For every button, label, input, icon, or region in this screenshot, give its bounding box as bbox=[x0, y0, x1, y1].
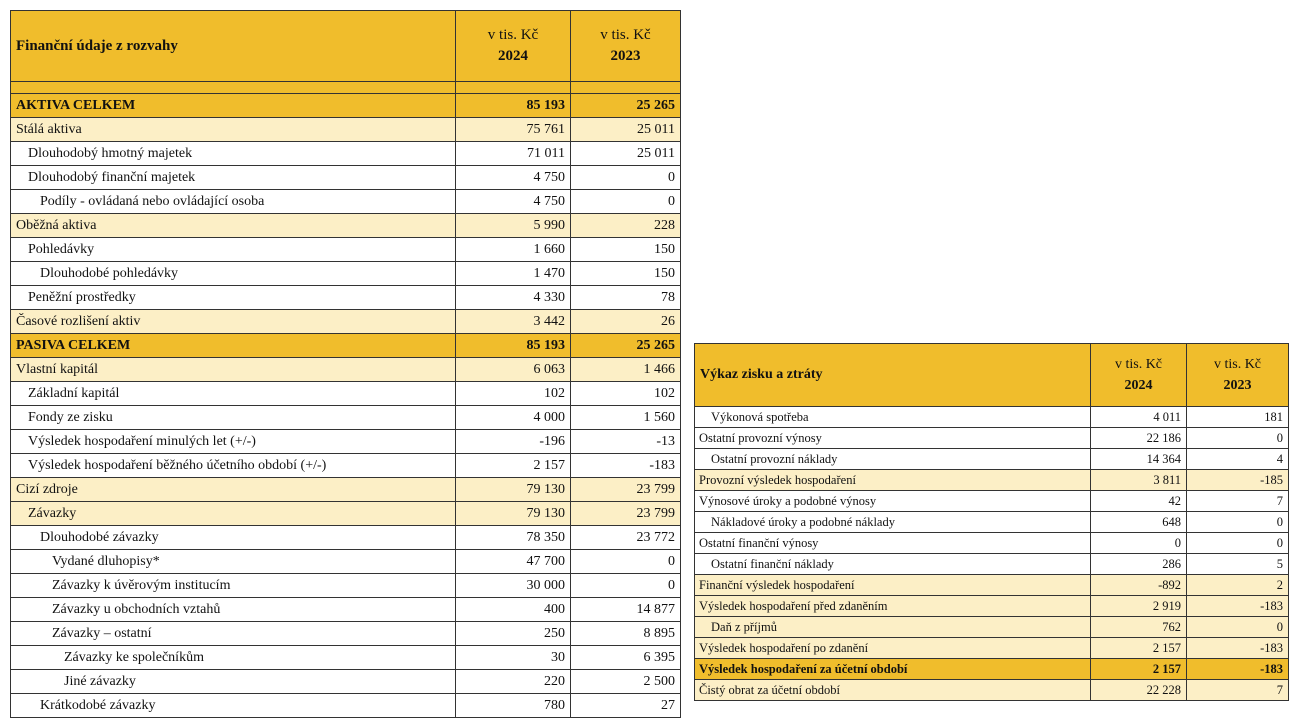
pl-unit-2023: v tis. Kč bbox=[1213, 357, 1262, 372]
pl-row bbox=[695, 680, 1289, 701]
pl-label: Výsledek hospodaření po zdanění bbox=[695, 638, 1091, 659]
pl-value-2023: 0 bbox=[1187, 512, 1289, 533]
pl-label: Výkonová spotřeba bbox=[695, 407, 1091, 428]
pl-year-2023: 2023 bbox=[1223, 378, 1252, 393]
balance-value-2024: 4 330 bbox=[456, 286, 571, 310]
balance-label: Závazky bbox=[11, 502, 456, 526]
balance-label: Závazky k úvěrovým institucím bbox=[11, 574, 456, 598]
balance-header-row bbox=[11, 11, 681, 82]
pl-row bbox=[695, 533, 1289, 554]
balance-row bbox=[11, 382, 681, 406]
balance-label: Pohledávky bbox=[11, 238, 456, 262]
pl-value-2023: -183 bbox=[1187, 659, 1289, 680]
pl-row bbox=[695, 407, 1289, 428]
pl-value-2024: 286 bbox=[1091, 554, 1187, 575]
balance-label: Vlastní kapitál bbox=[11, 358, 456, 382]
balance-row bbox=[11, 526, 681, 550]
balance-row bbox=[11, 310, 681, 334]
balance-value-2023: 25 011 bbox=[571, 118, 681, 142]
balance-col-2024 bbox=[456, 11, 571, 82]
balance-value-2023: 23 799 bbox=[571, 478, 681, 502]
balance-value-2024: 75 761 bbox=[456, 118, 571, 142]
pl-value-2023: 5 bbox=[1187, 554, 1289, 575]
balance-label: Výsledek hospodaření běžného účetního období (+/-) bbox=[11, 454, 456, 478]
balance-row bbox=[11, 142, 681, 166]
pl-row bbox=[695, 575, 1289, 596]
pl-value-2024: 14 364 bbox=[1091, 449, 1187, 470]
balance-value-2024: 79 130 bbox=[456, 478, 571, 502]
balance-row bbox=[11, 622, 681, 646]
pl-value-2024: 648 bbox=[1091, 512, 1187, 533]
balance-value-2023: 25 265 bbox=[571, 334, 681, 358]
balance-label: Peněžní prostředky bbox=[11, 286, 456, 310]
balance-row bbox=[11, 574, 681, 598]
pl-row bbox=[695, 512, 1289, 533]
balance-value-2023: 6 395 bbox=[571, 646, 681, 670]
balance-value-2024: 4 000 bbox=[456, 406, 571, 430]
pl-label: Finanční výsledek hospodaření bbox=[695, 575, 1091, 596]
pl-value-2023: 0 bbox=[1187, 428, 1289, 449]
balance-row bbox=[11, 670, 681, 694]
pl-value-2023: -183 bbox=[1187, 638, 1289, 659]
pl-value-2023: 7 bbox=[1187, 491, 1289, 512]
pl-value-2023: 0 bbox=[1187, 533, 1289, 554]
pl-value-2024: 42 bbox=[1091, 491, 1187, 512]
balance-value-2023: 150 bbox=[571, 238, 681, 262]
balance-spacer-row bbox=[11, 82, 681, 94]
balance-value-2023: 0 bbox=[571, 550, 681, 574]
balance-value-2023: 25 011 bbox=[571, 142, 681, 166]
balance-value-2023: 0 bbox=[571, 190, 681, 214]
balance-value-2024: 47 700 bbox=[456, 550, 571, 574]
pl-row bbox=[695, 470, 1289, 491]
pl-value-2024: 0 bbox=[1091, 533, 1187, 554]
balance-label: Dlouhodobý finanční majetek bbox=[11, 166, 456, 190]
balance-value-2023: 23 772 bbox=[571, 526, 681, 550]
balance-value-2024: 102 bbox=[456, 382, 571, 406]
pl-label: Výsledek hospodaření před zdaněním bbox=[695, 596, 1091, 617]
balance-value-2023: 26 bbox=[571, 310, 681, 334]
balance-label: AKTIVA CELKEM bbox=[11, 94, 456, 118]
balance-row bbox=[11, 430, 681, 454]
balance-value-2024: 4 750 bbox=[456, 190, 571, 214]
balance-year-2024: 2024 bbox=[498, 48, 528, 64]
balance-row bbox=[11, 334, 681, 358]
pl-value-2023: 4 bbox=[1187, 449, 1289, 470]
balance-value-2024: 71 011 bbox=[456, 142, 571, 166]
balance-label: Fondy ze zisku bbox=[11, 406, 456, 430]
pl-label: Výsledek hospodaření za účetní období bbox=[695, 659, 1091, 680]
balance-sheet-table bbox=[10, 10, 681, 718]
pl-value-2024: 2 919 bbox=[1091, 596, 1187, 617]
balance-value-2024: 3 442 bbox=[456, 310, 571, 334]
balance-label: Podíly - ovládaná nebo ovládající osoba bbox=[11, 190, 456, 214]
balance-row bbox=[11, 550, 681, 574]
balance-value-2024: 79 130 bbox=[456, 502, 571, 526]
balance-label: Dlouhodobé závazky bbox=[11, 526, 456, 550]
balance-row bbox=[11, 406, 681, 430]
pl-value-2024: -892 bbox=[1091, 575, 1187, 596]
balance-value-2024: -196 bbox=[456, 430, 571, 454]
balance-value-2024: 1 470 bbox=[456, 262, 571, 286]
balance-unit-2023: v tis. Kč bbox=[600, 27, 651, 43]
pl-value-2023: 181 bbox=[1187, 407, 1289, 428]
pl-value-2023: 0 bbox=[1187, 617, 1289, 638]
pl-row bbox=[695, 617, 1289, 638]
pl-label: Ostatní finanční výnosy bbox=[695, 533, 1091, 554]
balance-label: Časové rozlišení aktiv bbox=[11, 310, 456, 334]
pl-value-2024: 762 bbox=[1091, 617, 1187, 638]
pl-label: Ostatní finanční náklady bbox=[695, 554, 1091, 575]
balance-label: Jiné závazky bbox=[11, 670, 456, 694]
pl-value-2023: 7 bbox=[1187, 680, 1289, 701]
balance-row bbox=[11, 238, 681, 262]
pl-col-2024 bbox=[1091, 344, 1187, 407]
balance-value-2024: 30 000 bbox=[456, 574, 571, 598]
balance-value-2024: 220 bbox=[456, 670, 571, 694]
pl-value-2024: 22 186 bbox=[1091, 428, 1187, 449]
pl-value-2023: 2 bbox=[1187, 575, 1289, 596]
pl-row bbox=[695, 554, 1289, 575]
balance-value-2024: 30 bbox=[456, 646, 571, 670]
balance-row bbox=[11, 190, 681, 214]
pl-row bbox=[695, 428, 1289, 449]
balance-row bbox=[11, 286, 681, 310]
balance-label: Cizí zdroje bbox=[11, 478, 456, 502]
balance-row bbox=[11, 118, 681, 142]
balance-value-2023: 23 799 bbox=[571, 502, 681, 526]
pl-label: Ostatní provozní výnosy bbox=[695, 428, 1091, 449]
balance-row bbox=[11, 454, 681, 478]
balance-value-2023: 27 bbox=[571, 694, 681, 718]
balance-value-2024: 6 063 bbox=[456, 358, 571, 382]
pl-col-2023 bbox=[1187, 344, 1289, 407]
pl-value-2023: -185 bbox=[1187, 470, 1289, 491]
balance-label: Stálá aktiva bbox=[11, 118, 456, 142]
balance-value-2023: 14 877 bbox=[571, 598, 681, 622]
balance-row bbox=[11, 262, 681, 286]
balance-value-2024: 78 350 bbox=[456, 526, 571, 550]
pl-label: Provozní výsledek hospodaření bbox=[695, 470, 1091, 491]
balance-label: Závazky – ostatní bbox=[11, 622, 456, 646]
balance-row bbox=[11, 214, 681, 238]
balance-label: Závazky ke společníkům bbox=[11, 646, 456, 670]
pl-row bbox=[695, 491, 1289, 512]
balance-row bbox=[11, 646, 681, 670]
balance-row bbox=[11, 358, 681, 382]
balance-label: Krátkodobé závazky bbox=[11, 694, 456, 718]
balance-label: Dlouhodobé pohledávky bbox=[11, 262, 456, 286]
balance-label: Oběžná aktiva bbox=[11, 214, 456, 238]
balance-value-2023: 8 895 bbox=[571, 622, 681, 646]
balance-label: Výsledek hospodaření minulých let (+/-) bbox=[11, 430, 456, 454]
balance-value-2023: 1 466 bbox=[571, 358, 681, 382]
balance-value-2024: 5 990 bbox=[456, 214, 571, 238]
pl-value-2024: 3 811 bbox=[1091, 470, 1187, 491]
balance-label: Základní kapitál bbox=[11, 382, 456, 406]
pl-value-2023: -183 bbox=[1187, 596, 1289, 617]
balance-value-2023: 2 500 bbox=[571, 670, 681, 694]
balance-label: PASIVA CELKEM bbox=[11, 334, 456, 358]
balance-label: Vydané dluhopisy* bbox=[11, 550, 456, 574]
pl-header-row bbox=[695, 344, 1289, 407]
balance-value-2023: 228 bbox=[571, 214, 681, 238]
balance-value-2023: -183 bbox=[571, 454, 681, 478]
balance-value-2023: -13 bbox=[571, 430, 681, 454]
balance-value-2024: 780 bbox=[456, 694, 571, 718]
balance-label: Dlouhodobý hmotný majetek bbox=[11, 142, 456, 166]
pl-value-2024: 2 157 bbox=[1091, 659, 1187, 680]
pl-row bbox=[695, 596, 1289, 617]
balance-label: Závazky u obchodních vztahů bbox=[11, 598, 456, 622]
balance-value-2024: 1 660 bbox=[456, 238, 571, 262]
balance-value-2024: 400 bbox=[456, 598, 571, 622]
pl-row bbox=[695, 449, 1289, 470]
pl-label: Čistý obrat za účetní období bbox=[695, 680, 1091, 701]
balance-value-2023: 25 265 bbox=[571, 94, 681, 118]
balance-unit-2024: v tis. Kč bbox=[487, 27, 539, 43]
balance-value-2023: 0 bbox=[571, 574, 681, 598]
pl-unit-2024: v tis. Kč bbox=[1114, 357, 1163, 372]
pl-row bbox=[695, 638, 1289, 659]
balance-value-2023: 1 560 bbox=[571, 406, 681, 430]
balance-value-2024: 4 750 bbox=[456, 166, 571, 190]
balance-value-2023: 150 bbox=[571, 262, 681, 286]
balance-value-2023: 102 bbox=[571, 382, 681, 406]
balance-row bbox=[11, 694, 681, 718]
balance-value-2023: 78 bbox=[571, 286, 681, 310]
balance-row bbox=[11, 598, 681, 622]
pl-value-2024: 2 157 bbox=[1091, 638, 1187, 659]
pl-value-2024: 22 228 bbox=[1091, 680, 1187, 701]
pl-year-2024: 2024 bbox=[1124, 378, 1153, 393]
balance-value-2024: 85 193 bbox=[456, 94, 571, 118]
balance-row bbox=[11, 166, 681, 190]
balance-value-2024: 2 157 bbox=[456, 454, 571, 478]
income-statement-table bbox=[694, 343, 1289, 701]
balance-value-2023: 0 bbox=[571, 166, 681, 190]
pl-label: Daň z příjmů bbox=[695, 617, 1091, 638]
pl-label: Výnosové úroky a podobné výnosy bbox=[695, 491, 1091, 512]
pl-value-2024: 4 011 bbox=[1091, 407, 1187, 428]
balance-row bbox=[11, 478, 681, 502]
balance-col-2023 bbox=[571, 11, 681, 82]
balance-value-2024: 85 193 bbox=[456, 334, 571, 358]
balance-title: Finanční údaje z rozvahy bbox=[11, 11, 456, 82]
pl-title: Výkaz zisku a ztráty bbox=[695, 344, 1091, 407]
pl-label: Ostatní provozní náklady bbox=[695, 449, 1091, 470]
balance-row bbox=[11, 94, 681, 118]
balance-value-2024: 250 bbox=[456, 622, 571, 646]
balance-year-2023: 2023 bbox=[610, 48, 641, 64]
pl-label: Nákladové úroky a podobné náklady bbox=[695, 512, 1091, 533]
pl-row bbox=[695, 659, 1289, 680]
balance-row bbox=[11, 502, 681, 526]
